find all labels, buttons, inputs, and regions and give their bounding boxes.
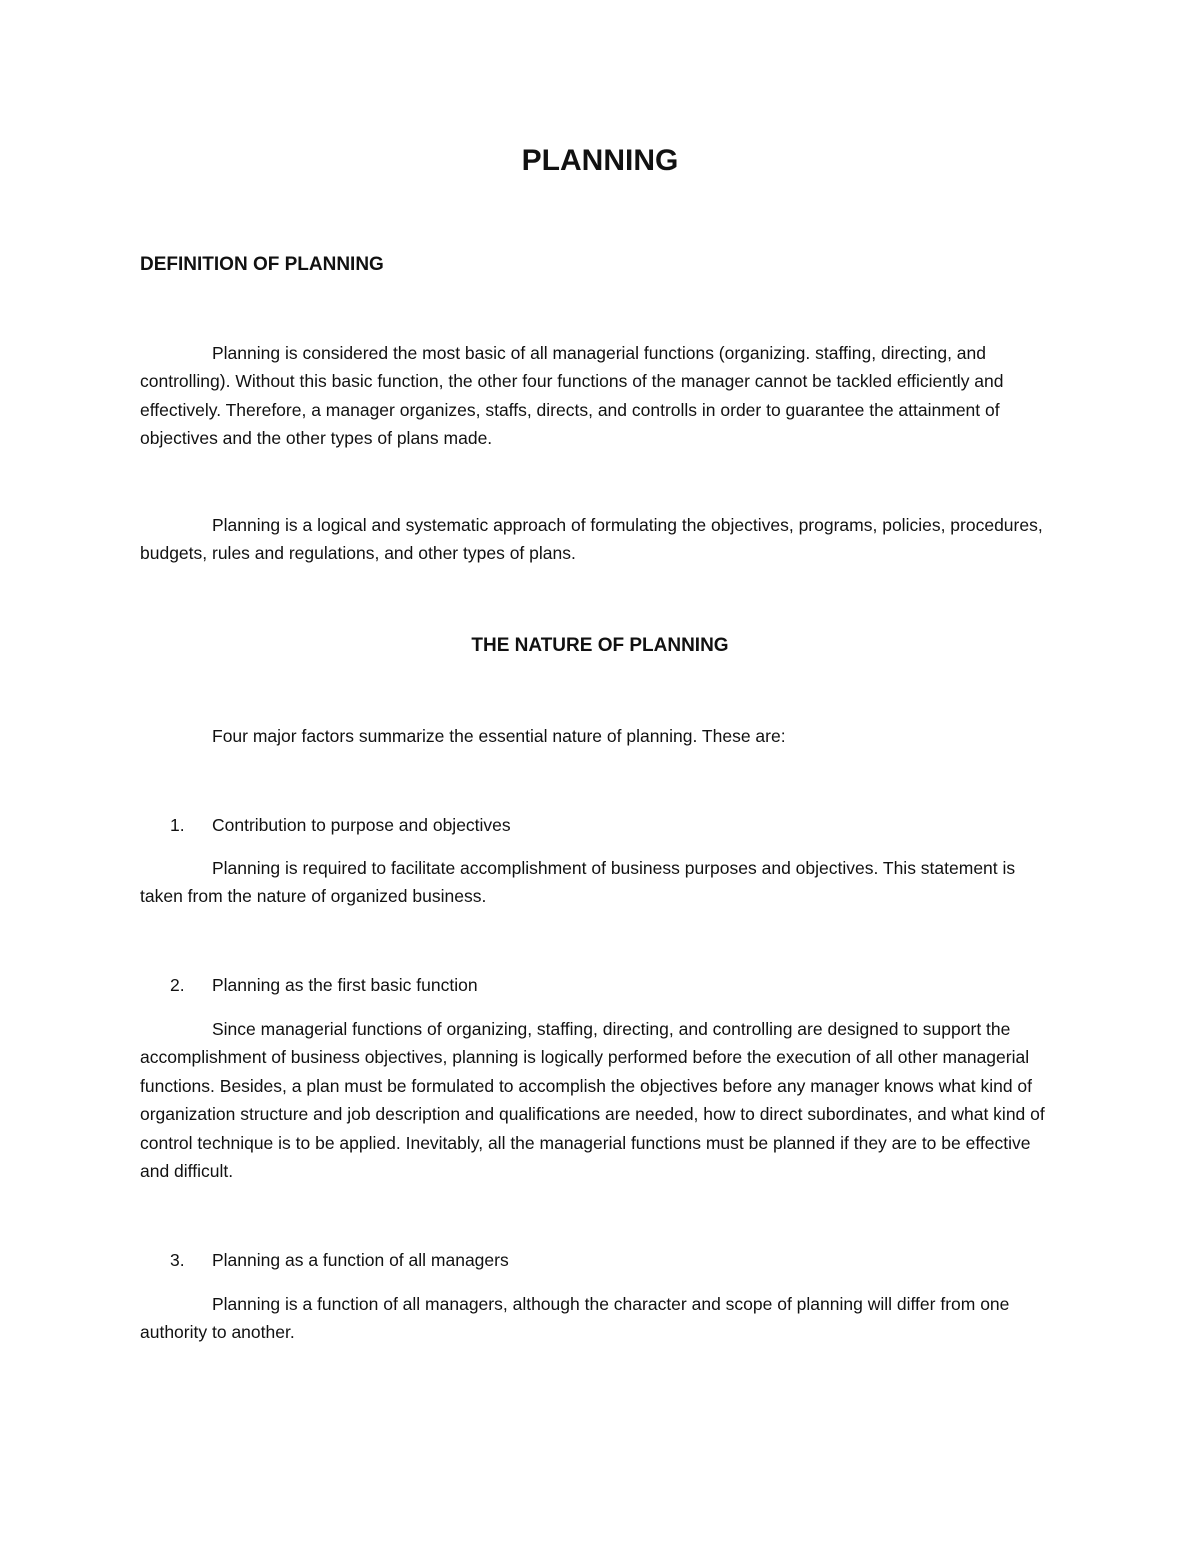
factor-3-body: Planning is a function of all managers, although the character and scope of planning will differ from one authority to another. [140,1294,1010,1343]
list-item [140,1246,1060,1275]
nature-heading: THE NATURE OF PLANNING [471,635,729,656]
list-item-title: Planning as a function of all managers [212,1250,509,1270]
list-item-number: 3. [170,1250,185,1270]
page-title: PLANNING [521,144,679,177]
list-item-title: Contribution to purpose and objectives [212,815,511,835]
factor-2-body: Since managerial functions of organizing, staffing, directing, and controlling are designed to support the accomplishment of business objectives, planning is logically performed before the execution of all other managerial functions. Besides, a plan must be formulated to accomplish the objectives before any manager knows what kind of organization structure and job description and qualifications are needed, how to direct subordinates, and what kind of control technique is to be applied. Inevitably, all the managerial functions must be planned if they are to be effective and difficult. [140,1019,1045,1182]
list-item [140,971,1060,1000]
list-item-title: Planning as the first basic function [212,975,478,995]
definition-heading: DEFINITION OF PLANNING [140,254,384,275]
list-item-number: 2. [170,975,185,995]
list-item-number: 1. [170,815,185,835]
nature-intro: Four major factors summarize the essential nature of planning. These are: [212,726,786,746]
definition-paragraph-1: Planning is considered the most basic of all managerial functions (organizing. staffing, directing, and controlling). Without this basic function, the other four functions of the manager cannot be tackled efficiently and effectively. Therefore, a manager organizes, staffs, directs, and controlls in order to guarantee the attainment of objectives and the other types of plans made. [140,343,1004,449]
definition-paragraph-2: Planning is a logical and systematic approach of formulating the objectives, programs, policies, procedures, budgets, rules and regulations, and other types of plans. [140,515,1043,564]
list-item [140,811,1060,840]
factor-1-body: Planning is required to facilitate accomplishment of business purposes and objectives. This statement is taken from the nature of organized business. [140,858,1016,907]
